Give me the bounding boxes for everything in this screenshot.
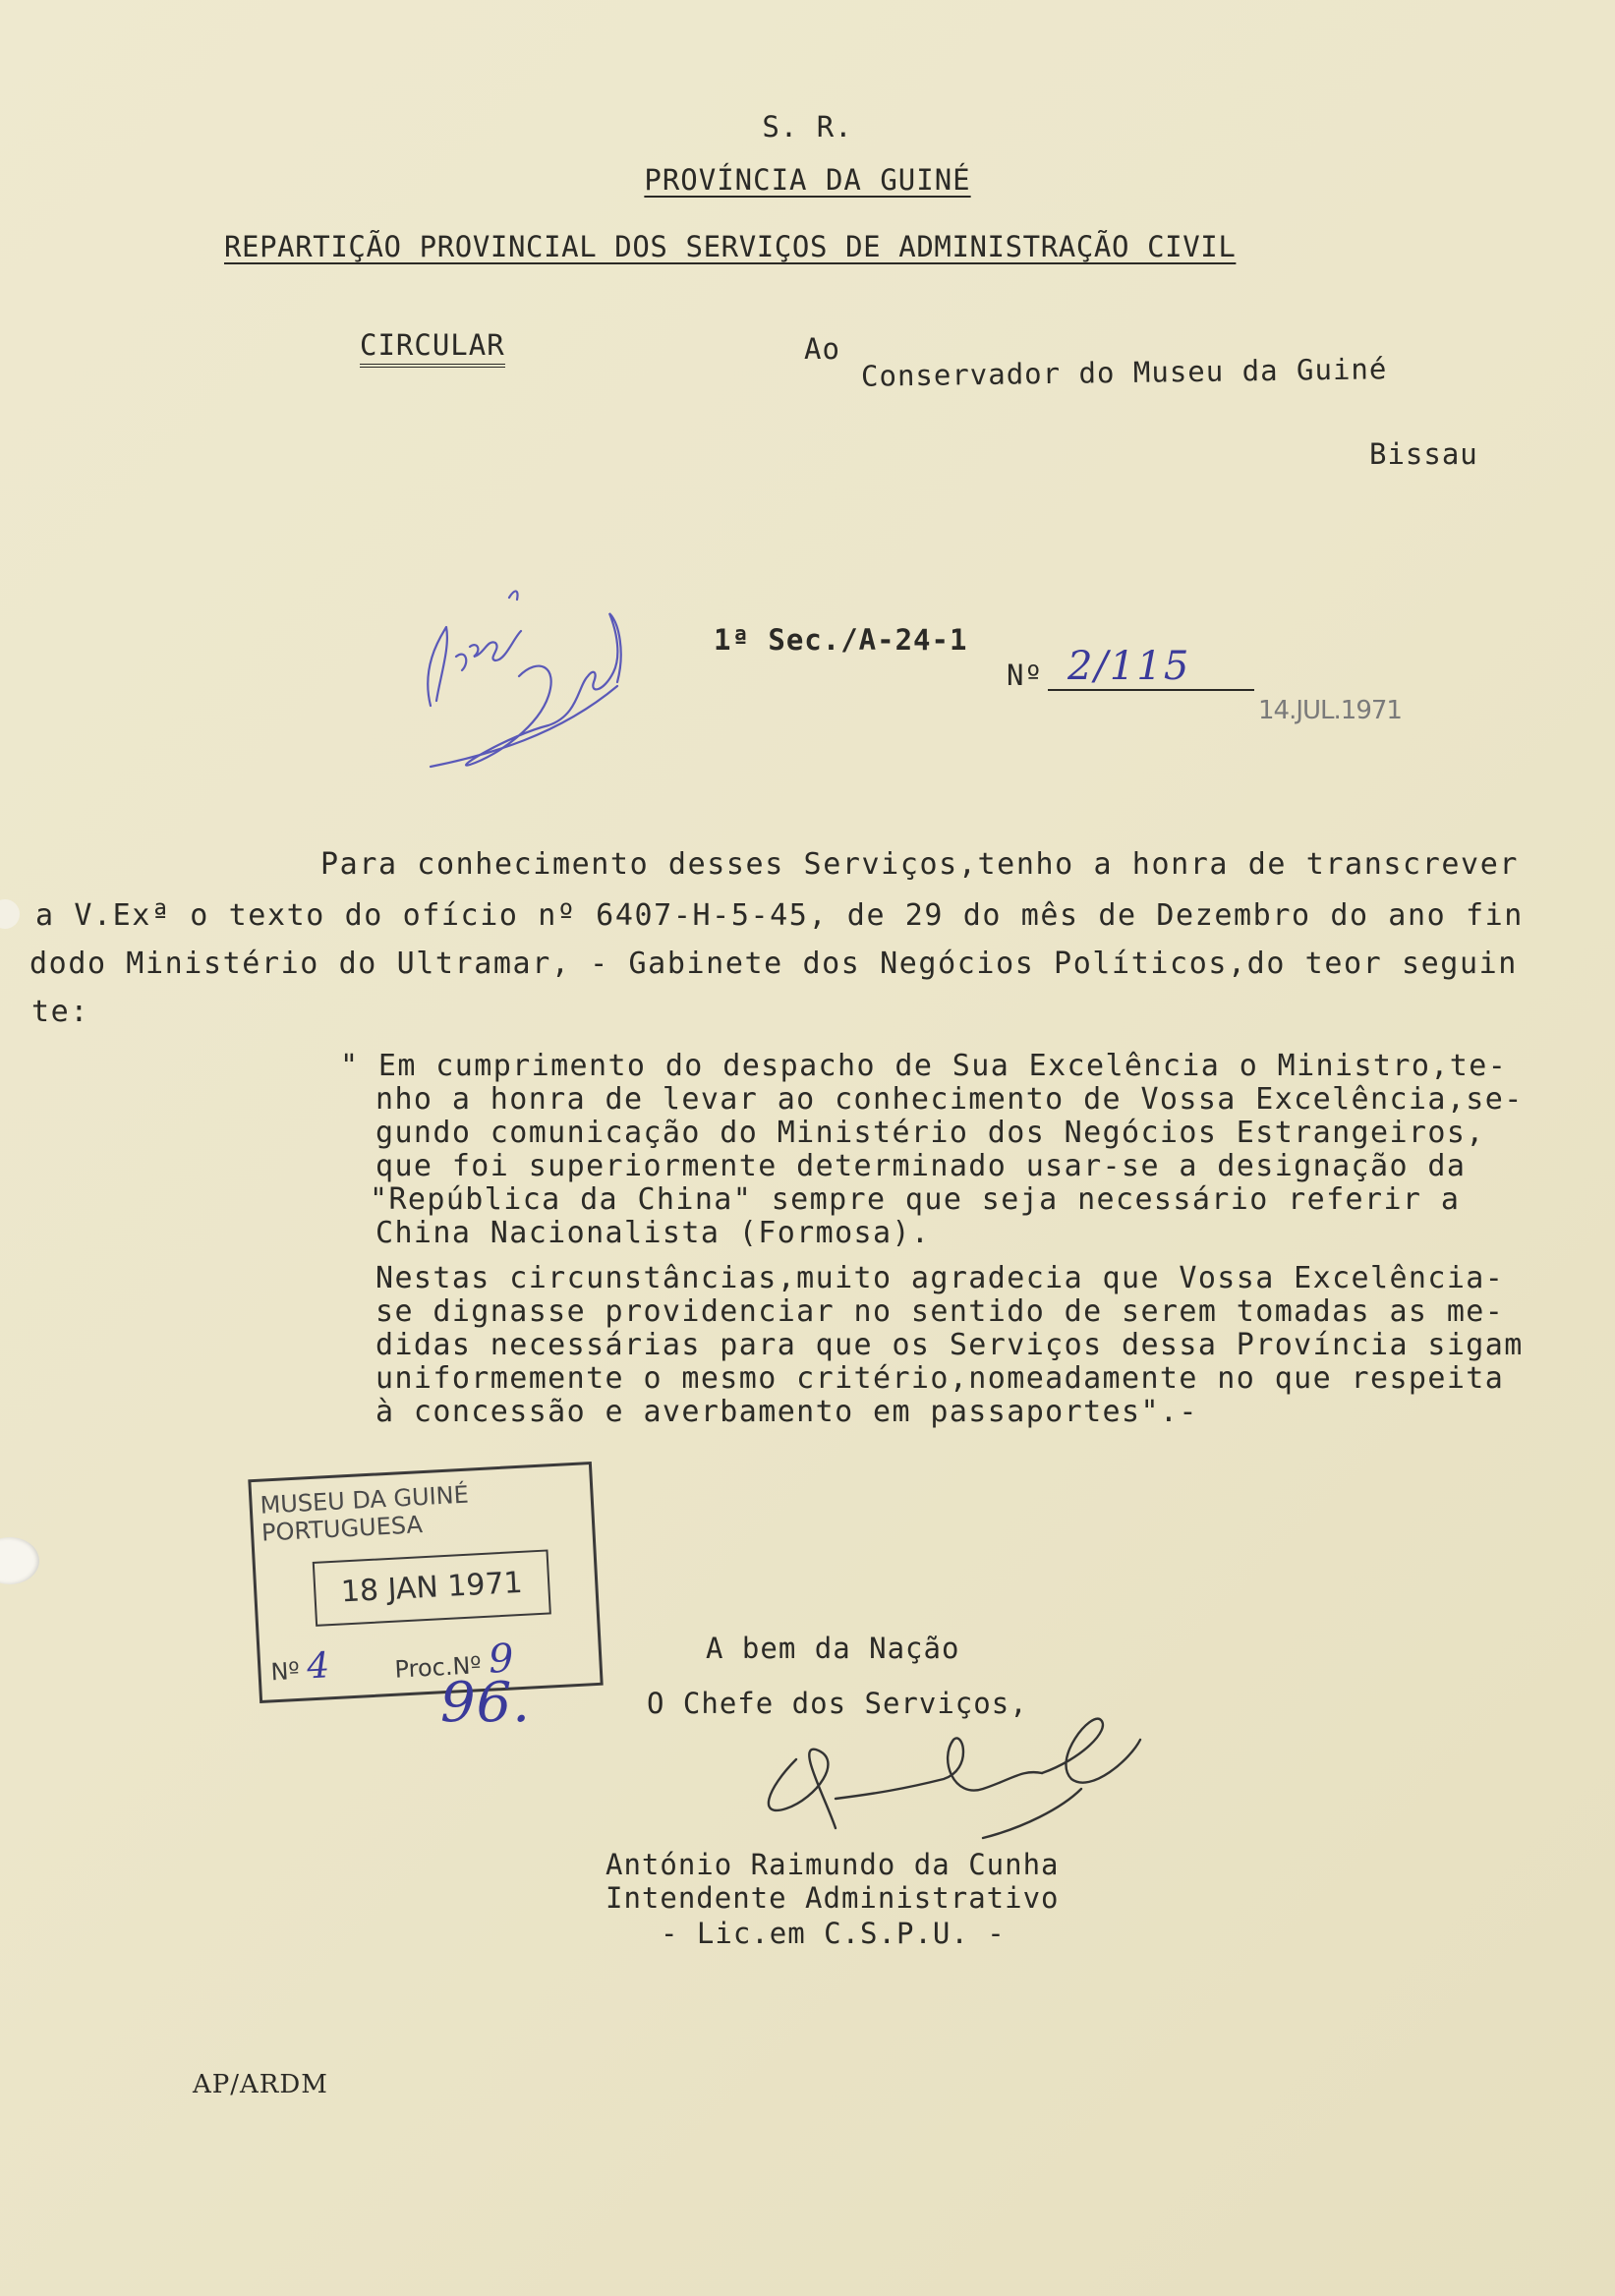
- stamp-no-value: 4: [306, 1645, 331, 1688]
- quote-p2-line-3: didas necessárias para que os Serviços dessa Província sigam: [375, 1328, 1524, 1362]
- recipient-city: Bissau: [1369, 437, 1478, 471]
- signatory-name: António Raimundo da Cunha: [606, 1848, 1060, 1881]
- quote-p1-line-6: China Nacionalista (Formosa).: [375, 1216, 931, 1250]
- quote-p1-line-3: gundo comunicação do Ministério dos Negócios Estrangeiros,: [375, 1116, 1485, 1150]
- stamp-title: MUSEU DA GUINÉ PORTUGUESA: [259, 1480, 470, 1547]
- reference-no-label: Nº: [1007, 659, 1043, 692]
- quote-p1-line-1: " Em cumprimento do despacho de Sua Excelência o Ministro,te-: [340, 1049, 1508, 1083]
- recipient: Conservador do Museu da Guiné: [860, 352, 1388, 393]
- header-department: REPARTIÇÃO PROVINCIAL DOS SERVIÇOS DE ADMINISTRAÇÃO CIVIL: [224, 230, 1237, 263]
- closing-role: O Chefe dos Serviços,: [647, 1687, 1028, 1720]
- ao-label: Ao: [804, 332, 840, 366]
- circular-label: [360, 328, 505, 362]
- footer-initials: AP/ARDM: [193, 2070, 328, 2099]
- header-sr: S. R.: [762, 110, 853, 144]
- handwritten-scribble-icon: [411, 539, 666, 784]
- quote-p2-line-4: uniformemente o mesmo critério,nomeadamente no que respeita: [375, 1361, 1505, 1396]
- stamp-no-label: Nº: [269, 1656, 301, 1687]
- signatory-title: Intendente Administrativo: [606, 1881, 1060, 1915]
- body-line-1: Para conhecimento desses Serviços,tenho a honra de transcrever: [320, 847, 1520, 882]
- reference-section: 1ª Sec./A-24-1: [714, 623, 968, 657]
- handwritten-number: 96.: [440, 1671, 532, 1735]
- date-stamp: 14.JUL.1971: [1258, 696, 1402, 725]
- circular-text: CIRCULAR: [360, 328, 505, 368]
- handwritten-note: [411, 539, 666, 784]
- closing-salutation: A bem da Nação: [706, 1632, 960, 1665]
- quote-p1-line-4: que foi superiormente determinado usar-se a designação da: [375, 1149, 1467, 1183]
- quote-p2-line-5: à concessão e averbamento em passaportes".-: [375, 1395, 1198, 1429]
- quote-p2-line-2: se dignasse providenciar no sentido de serem tomadas as me-: [375, 1294, 1505, 1329]
- body-line-3: dodo Ministério do Ultramar, - Gabinete dos Negócios Políticos,do teor seguin: [29, 947, 1518, 981]
- quote-p1-line-5: "República da China" sempre que seja necessário referir a: [370, 1182, 1461, 1217]
- museum-receipt-stamp: [248, 1462, 603, 1703]
- signatory-degree: - Lic.em C.S.P.U. -: [661, 1917, 1006, 1950]
- reference-no-value: 2/115: [1048, 644, 1254, 691]
- body-line-4: te:: [31, 995, 89, 1029]
- stamp-no: [269, 1645, 330, 1689]
- quote-p1-line-2: nho a honra de levar ao conhecimento de Vossa Excelência,se-: [375, 1082, 1524, 1117]
- signature-scribble-icon: [727, 1700, 1160, 1848]
- stamp-proc-value: 9: [487, 1636, 515, 1683]
- stamp-proc-label: Proc.Nº: [393, 1651, 483, 1684]
- punch-hole: [0, 1537, 39, 1584]
- quote-p2-line-1: Nestas circunstâncias,muito agradecia que Vossa Excelência-: [375, 1261, 1505, 1295]
- header-province: PROVÍNCIA DA GUINÉ: [644, 163, 971, 197]
- signature: [727, 1700, 1160, 1848]
- stamp-date: 18 JAN 1971: [313, 1549, 551, 1626]
- punch-hole-small: [0, 899, 20, 929]
- body-line-2: a V.Exª o texto do ofício nº 6407-H-5-45, de 29 do mês de Dezembro do ano fin: [35, 898, 1524, 933]
